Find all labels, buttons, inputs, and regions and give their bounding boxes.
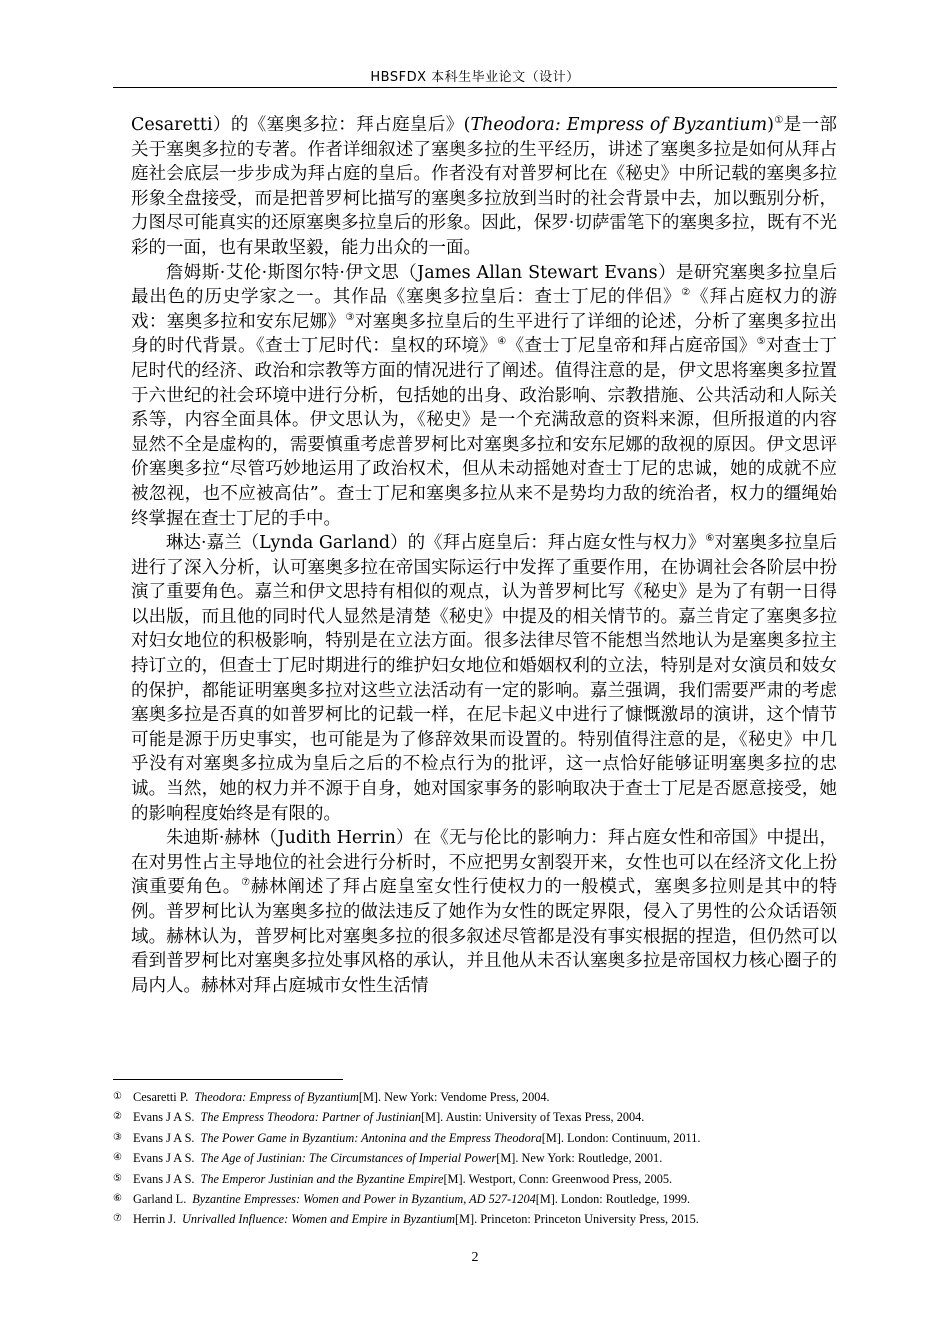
- footnote-ref: ②: [681, 287, 692, 299]
- footnote: [113, 1189, 837, 1209]
- header-rule: [113, 87, 837, 88]
- footnote-author: Evans J A S.: [133, 1130, 195, 1145]
- text-segment: 是一部关于塞奥多拉的专著。作者详细叙述了塞奥多拉的生平经历，讲述了塞奥多拉是如何从拜占庭社会底层一步步成为拜占庭的皇后。作者没有对普罗柯比在《秘史》中所记载的塞奥多拉形象全盘接受，而是把普罗柯比描写的塞奥多拉放到当时的社会背景中去，加以甄别分析，力图尽可能真实的还原塞奥多拉皇后的形象。因此，保罗·切萨雷笔下的塞奥多拉，既有不光彩的一面，也有果敢坚毅，能力出众的一面。: [131, 115, 837, 258]
- text-segment: 对塞奥多拉皇后进行了深入分析，认可塞奥多拉在帝国实际运行中发挥了重要作用，在协调社会各阶层中扮演了重要角色。嘉兰和伊文思持有相似的观点，认为普罗柯比写《秘史》是为了有朝一日得以出版，而且他的同时代人显然是清楚《秘史》中提及的相关情节的。嘉兰肯定了塞奥多拉对妇女地位的积极影响，特别是在立法方面。很多法律尽管不能想当然地认为是塞奥多拉主持订立的，但查士丁尼时期进行的维护妇女地位和婚姻权利的立法，特别是对女演员和妓女的保护，都能证明塞奥多拉对这些立法活动有一定的影响。嘉兰强调，我们需要严肃的考虑塞奥多拉是否真的如普罗柯比的记载一样，在尼卡起义中进行了慷慨激昂的演讲，这个情节可能是源于历史事实，也可能是为了修辞效果而设置的。特别值得注意的是，《秘史》中几乎没有对塞奥多拉成为皇后之后的不检点行为的批评，这一点恰好能够证明塞奥多拉的忠诚。当然，她的权力并不源于自身，她对国家事务的影响取决于查士丁尼是否愿意接受，她的影响程度始终是有限的。: [131, 533, 837, 824]
- footnote: [113, 1087, 837, 1107]
- footnote-rest: [M]. New York: Routledge, 2001.: [496, 1151, 663, 1166]
- footnote-rest: [M]. London: Continuum, 2011.: [541, 1130, 701, 1145]
- footnote-rest: [M]. Westport, Conn: Greenwood Press, 2005.: [443, 1171, 673, 1186]
- footnote-title: Byzantine Empresses: Women and Power in Byzantium, AD 527-1204: [192, 1192, 536, 1207]
- footnote-rest: [M]. Austin: University of Texas Press, 2004.: [421, 1110, 645, 1125]
- footnote-author: Evans J A S.: [133, 1151, 195, 1166]
- text-segment: 赫林阐述了拜占庭皇室女性行使权力的一般模式，塞奥多拉则是其中的特例。普罗柯比认为塞奥多拉的做法违反了她作为女性的既定界限，侵入了男性的公众话语领域。赫林认为，普罗柯比对塞奥多拉的很多叙述尽管都是没有事实根据的捏造，但仍然可以看到普罗柯比对塞奥多拉处事风格的承认，并且他从未否认塞奥多拉是帝国权力核心圈子的局内人。赫林对拜占庭城市女性生活情: [131, 877, 838, 996]
- footnote-title: Unrivalled Influence: Women and Empire in Byzantium: [182, 1212, 456, 1227]
- footnote-mark: ⑦: [113, 1213, 122, 1225]
- text-segment: 《拜占庭权力的游戏：塞奥多拉和安东尼娜》: [131, 287, 838, 332]
- footnote-mark: ⑤: [113, 1172, 122, 1184]
- footnote-mark: ③: [113, 1131, 122, 1143]
- footnote-title: Theodora: Empress of Byzantium: [194, 1090, 359, 1104]
- text-segment: 《查士丁尼皇帝和拜占庭帝国》: [506, 336, 757, 357]
- footnote: [113, 1128, 837, 1148]
- body-text: [131, 113, 837, 998]
- footnote-title: The Age of Justinian: The Circumstances of Imperial Power: [200, 1151, 497, 1166]
- footnote: [113, 1209, 837, 1229]
- footnote: [113, 1148, 837, 1168]
- text-segment: 琳达·嘉兰（Lynda Garland）的《拜占庭皇后：拜占庭女性与权力》: [166, 533, 706, 554]
- footnote-ref: ③: [345, 311, 355, 323]
- footnote-title: The Emperor Justinian and the Byzantine Empire: [200, 1171, 444, 1186]
- footnotes: [113, 1087, 837, 1230]
- text-segment: 朱迪斯·赫林（Judith Herrin）在《无与伦比的影响力：拜占庭女性和帝国》中提出，在对男性占主导地位的社会进行分析时，不应把男女割裂开来，女性也可以在经济文化上扮演重要角色。: [131, 828, 837, 898]
- text-segment: 对塞奥多拉皇后的生平进行了详细的论述，分析了塞奥多拉出身的时代背景。《查士丁尼时代：皇权的环境》: [131, 311, 838, 357]
- text-segment: 对查士丁尼时代的经济、政治和宗教等方面的情况进行了阐述。值得注意的是，伊文思将塞奥多拉置于六世纪的社会环境中进行分析，包括她的出身、政治影响、宗教措施、公共活动和人际关系等，内容全面具体。伊文思认为，《秘史》是一个充满敌意的资料来源，但所报道的内容显然不全是虚构的，需要慎重考虑普罗柯比对塞奥多拉和安东尼娜的敌视的原因。伊文思评价塞奥多拉“尽管巧妙地运用了政治权术，但从未动摇她对查士丁尼的忠诚，她的成就不应被忽视，也不应被高估”。查士丁尼和塞奥多拉从来不是势均力敌的统治者，权力的缰绳始终掌握在查士丁尼的手中。: [131, 336, 838, 529]
- paragraph: [131, 261, 837, 532]
- footnote-ref: ④: [497, 336, 507, 348]
- text-segment: ): [767, 115, 774, 135]
- footnote-ref: ⑦: [241, 877, 251, 889]
- text-segment: 詹姆斯·艾伦·斯图尔特·伊文思（James Allan Stewart Evans）是研究塞奥多拉皇后最出色的历史学家之一。其作品《塞奥多拉皇后：查士丁尼的伴侣》: [131, 262, 837, 308]
- footnote-mark: ⑥: [113, 1193, 122, 1205]
- paragraph: [131, 113, 837, 261]
- footnote-author: Cesaretti P.: [133, 1090, 189, 1104]
- footnote: [113, 1169, 837, 1189]
- footnote-ref: ⑥: [705, 533, 715, 545]
- footnote-mark: ①: [113, 1091, 122, 1102]
- footnote-rest: [M]. New York: Vendome Press, 2004.: [358, 1090, 550, 1104]
- footnote-title: The Empress Theodora: Partner of Justinian: [200, 1110, 422, 1125]
- footnote-mark: ④: [113, 1152, 122, 1164]
- running-header: HBSFDX 本科生毕业论文（设计）: [370, 70, 580, 85]
- footnote-rest: [M]. Princeton: Princeton University Press, 2015.: [455, 1212, 699, 1227]
- footnote-rest: [M]. London: Routledge, 1999.: [535, 1192, 691, 1207]
- text-segment: Theodora: Empress of Byzantium: [470, 115, 768, 135]
- paragraph: [131, 531, 837, 826]
- footnote-ref: ①: [773, 115, 784, 126]
- footnote-author: Herrin J.: [133, 1212, 177, 1227]
- page-number: 2: [471, 1250, 479, 1265]
- footnote: [113, 1107, 837, 1127]
- footnote-title: The Power Game in Byzantium: Antonina and the Empress Theodora: [200, 1130, 542, 1145]
- text-segment: Cesaretti）的《塞奥多拉：拜占庭皇后》(: [131, 115, 471, 135]
- footnote-ref: ⑤: [756, 336, 766, 348]
- paragraph: [131, 826, 837, 998]
- footnote-author: Evans J A S.: [133, 1171, 195, 1186]
- footnote-author: Garland L.: [133, 1192, 187, 1207]
- footnote-author: Evans J A S.: [133, 1110, 195, 1125]
- footnote-rule: [113, 1079, 343, 1080]
- footnote-mark: ②: [113, 1111, 122, 1123]
